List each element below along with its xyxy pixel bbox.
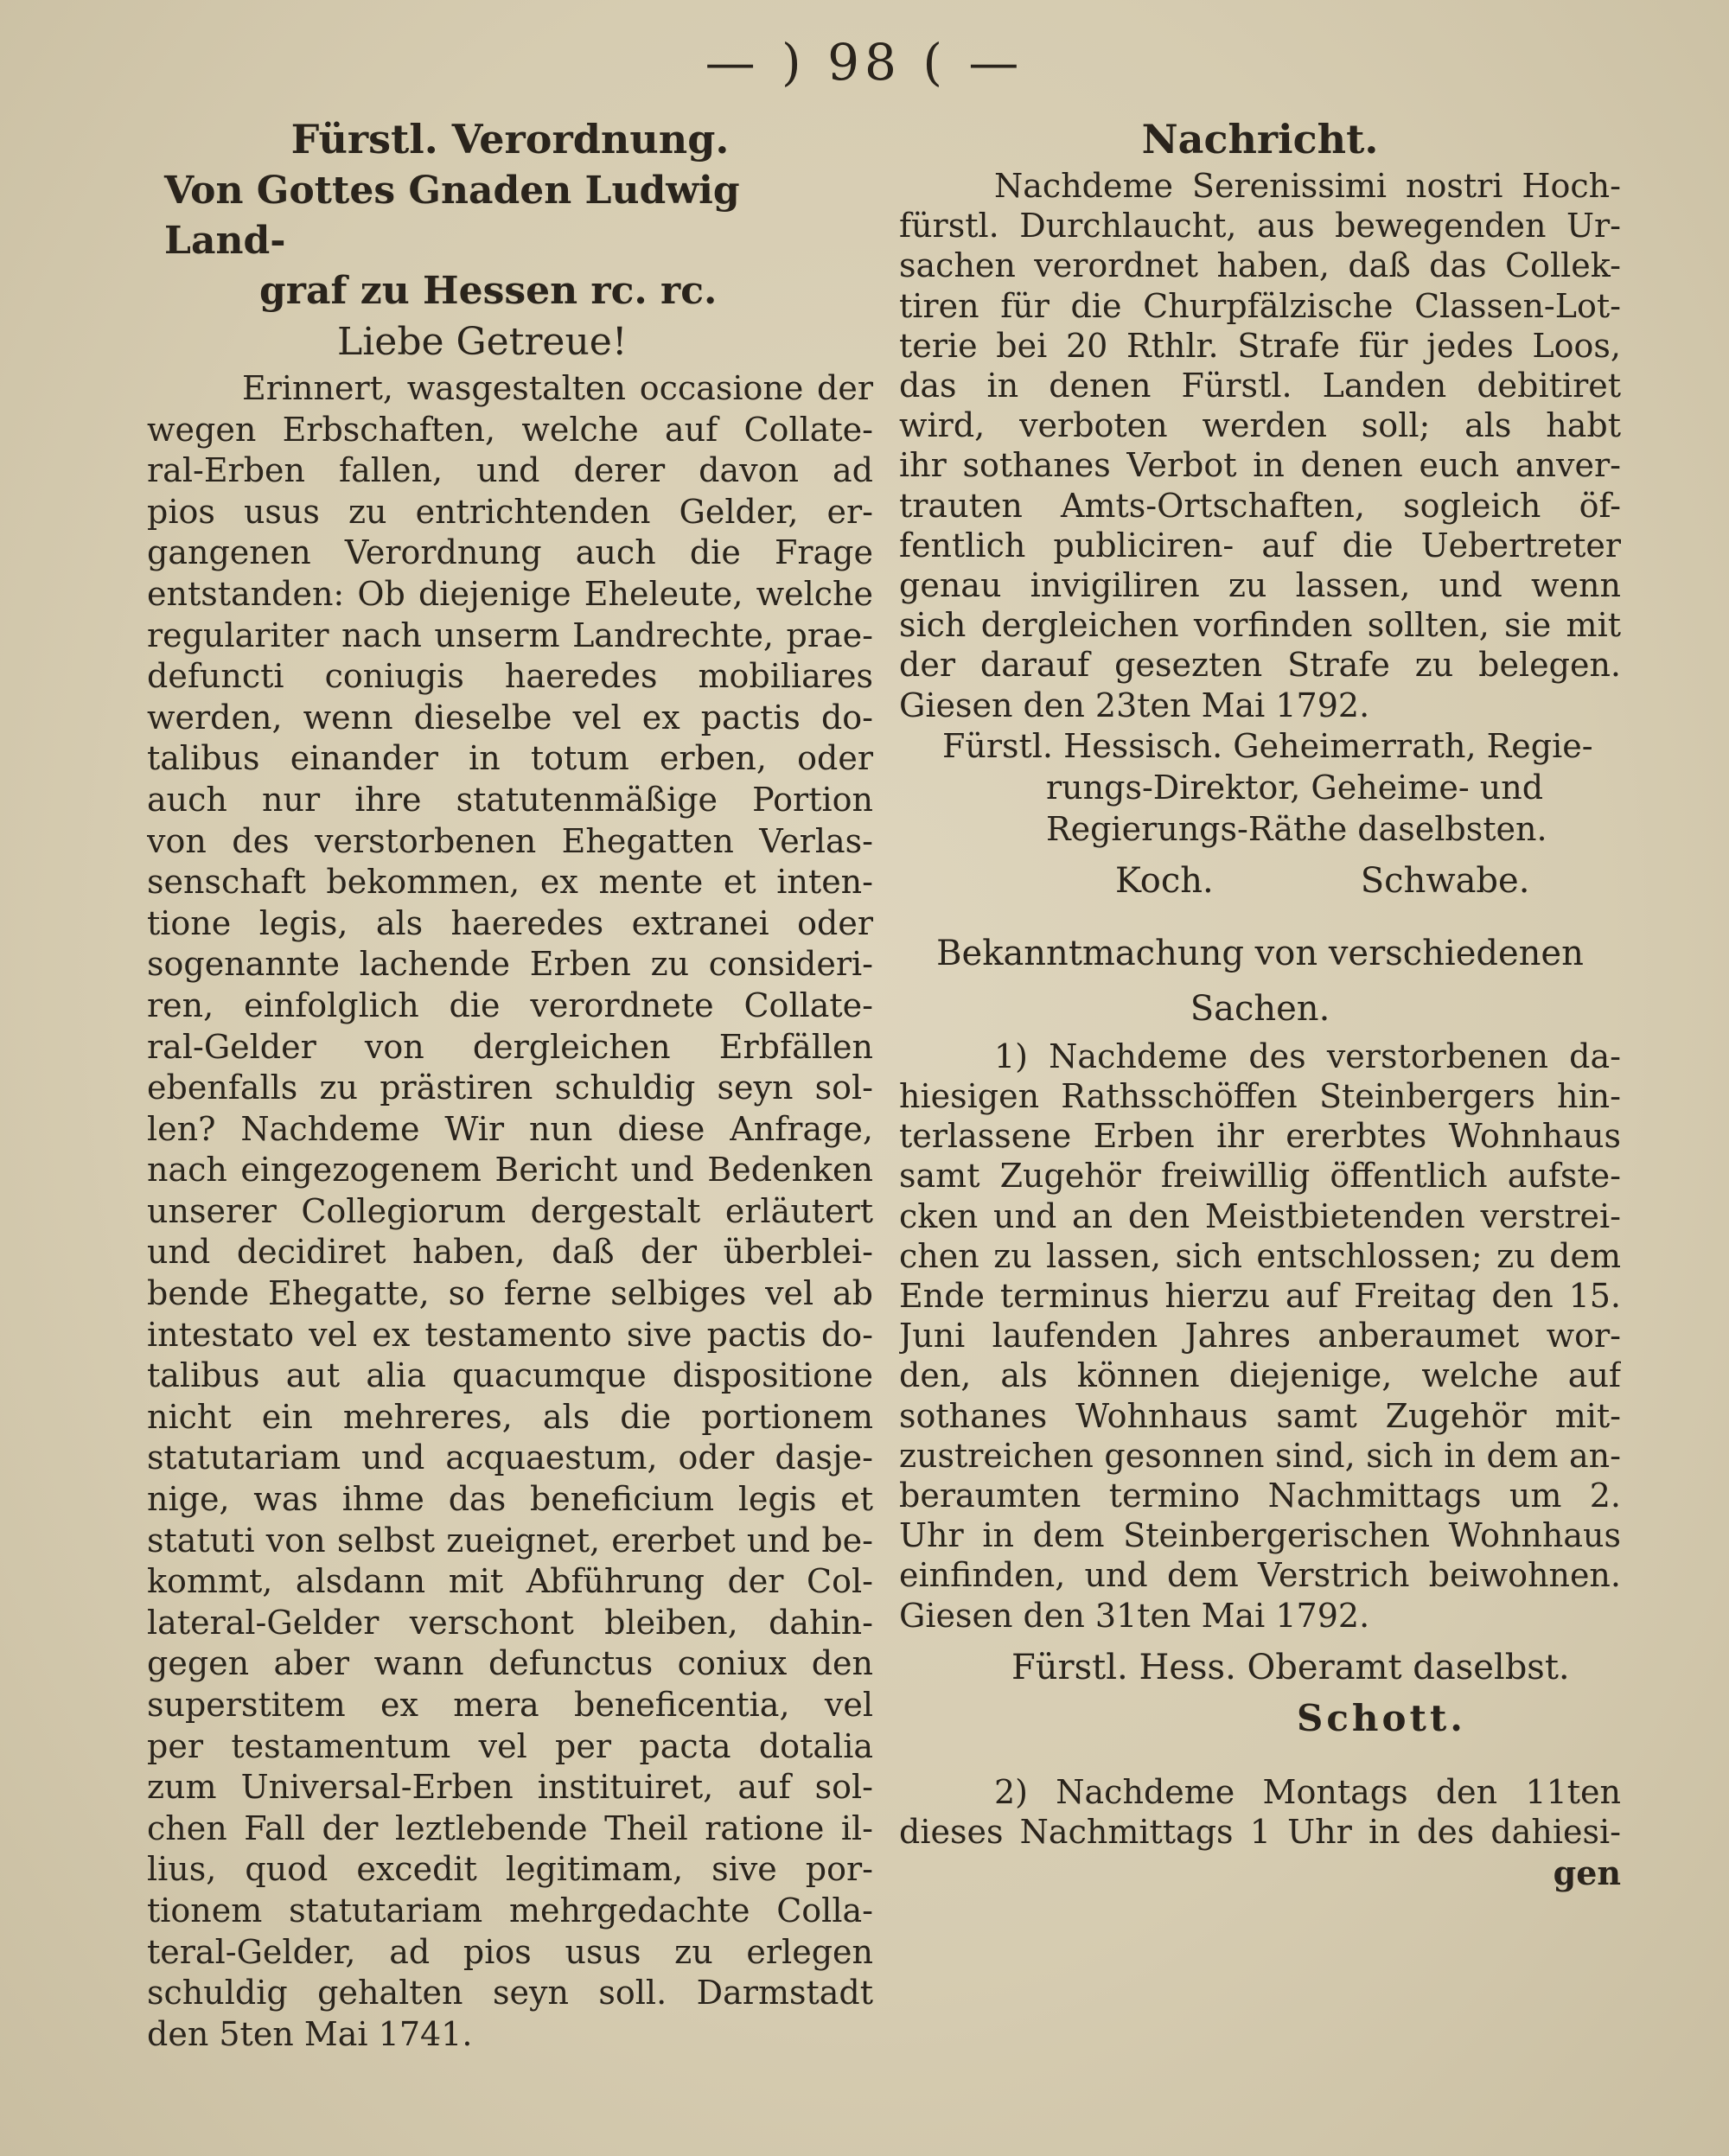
announcement-item-2 (899, 1772, 1621, 1852)
text-line: senschaft bekommen, ex mente et inten- (147, 863, 873, 902)
text-line: gegen aber wann defunctus coniux den (147, 1644, 873, 1683)
text-line: talibus einander in totum erben, oder (147, 739, 873, 778)
text-line: statuti von selbst zueignet, ererbet und be- (147, 1521, 873, 1560)
text-line: ebenfalls zu prästiren schuldig seyn sol- (147, 1068, 873, 1107)
text-line: ral-Gelder von dergleichen Erbfällen (147, 1027, 873, 1066)
text-line: zustreichen gesonnen sind, sich in dem an- (899, 1436, 1621, 1475)
text-line: fürstl. Durchlaucht, aus bewegenden Ur- (899, 207, 1621, 246)
text-line: von des verstorbenen Ehegatten Verlas- (147, 821, 873, 860)
office-signer-name: Schott. (1297, 1696, 1466, 1739)
text-line: entstanden: Ob diejenige Eheleute, welche (147, 574, 873, 613)
decree-subtitle-line-1: Von Gottes Gnaden Ludwig Land- (164, 169, 740, 263)
text-line: ihr sothanes Verbot in denen euch anver- (899, 446, 1621, 485)
signer-name: Schwabe. (1360, 860, 1530, 901)
text-line: das in denen Fürstl. Landen debitiret (899, 367, 1621, 405)
decree-subtitle-line-2: graf zu Hessen rc. rc. (259, 269, 718, 313)
text-line: unserer Collegiorum dergestalt erläutert (147, 1191, 873, 1230)
signer-names (899, 855, 1621, 907)
text-line: intestato vel ex testamento sive pactis do- (147, 1315, 873, 1354)
text-line: werden, wenn dieselbe vel ex pactis do- (147, 698, 873, 737)
text-line: sich dergleichen vorfinden sollten, sie mit (899, 606, 1621, 645)
text-line: defuncti coniugis haeredes mobiliares (147, 657, 873, 696)
text-line: schuldig gehalten seyn soll. Darmstadt (147, 1974, 873, 2012)
decree-title: Fürstl. Verordnung. (290, 116, 730, 163)
text-line: pios usus zu entrichtenden Gelder, er- (147, 492, 873, 531)
left-column (147, 112, 873, 2055)
signer-line: Fürstl. Hessisch. Geheimerrath, Regie- (942, 726, 1593, 765)
text-line: cken und an den Meistbietenden verstrei- (899, 1196, 1621, 1235)
text-line: trauten Amts-Ortschaften, sogleich öf- (899, 486, 1621, 525)
signer-name: Koch. (1115, 860, 1214, 901)
text-line: tionem statutariam mehrgedachte Colla- (147, 1891, 873, 1930)
text-line: ral-Erben fallen, und derer davon ad (147, 451, 873, 490)
text-line: nicht ein mehreres, als die portionem (147, 1397, 873, 1436)
text-line: nach eingezogenem Bericht und Bedenken (147, 1151, 873, 1190)
text-line: terie bei 20 Rthlr. Strafe für jedes Loos, (899, 326, 1621, 365)
text-line: lius, quod excedit legitimam, sive por- (147, 1850, 873, 1889)
text-line: teral-Gelder, ad pios usus zu erlegen (147, 1932, 873, 1971)
text-line: terlassene Erben ihr ererbtes Wohnhaus (899, 1117, 1621, 1156)
text-line: tione legis, als haeredes extranei oder (147, 903, 873, 942)
text-line: der darauf gesezten Strafe zu belegen. (899, 646, 1621, 685)
text-line: Erinnert, wasgestalten occasione der (242, 369, 873, 407)
text-line: statutariam und acquaestum, oder dasje- (147, 1438, 873, 1477)
section-title-line: Bekanntmachung von verschiedenen (936, 933, 1584, 973)
text-line: zum Universal-Erben instituiret, auf sol- (147, 1768, 873, 1807)
text-line: dieses Nachmittags 1 Uhr in des dahiesi- (899, 1813, 1621, 1852)
text-line: tiren für die Churpfälzische Classen-Lot- (899, 286, 1621, 325)
text-line: superstitem ex mera beneficentia, vel (147, 1686, 873, 1724)
text-line: chen zu lassen, sich entschlossen; zu dem (899, 1236, 1621, 1275)
text-line: Nachdeme Serenissimi nostri Hoch- (994, 167, 1621, 205)
announcement-item-1 (899, 1037, 1621, 1636)
text-line: den, als können diejenige, welche auf (899, 1356, 1621, 1395)
notice-title: Nachricht. (1141, 116, 1379, 163)
text-line: sogenannte lachende Erben zu consideri- (147, 945, 873, 984)
text-line: regulariter nach unserm Landrechte, prae- (147, 616, 873, 654)
text-line: wird, verboten werden soll; als habt (899, 406, 1621, 445)
decree-body (147, 368, 873, 2055)
text-line: Uhr in dem Steinbergerischen Wohnhaus (899, 1516, 1621, 1555)
text-line: chen Fall der leztlebende Theil ratione il- (147, 1808, 873, 1847)
text-line: auch nur ihre statutenmäßige Portion (147, 780, 873, 819)
text-line: beraumten termino Nachmittags um 2. (899, 1477, 1621, 1515)
text-line: genau invigiliren zu lassen, und wenn (899, 566, 1621, 605)
text-line: nige, was ihme das beneficium legis et (147, 1480, 873, 1519)
text-line: gangenen Verordnung auch die Frage (147, 533, 873, 572)
text-line: einfinden, und dem Verstrich beiwohnen. (899, 1556, 1621, 1595)
text-line: len? Nachdeme Wir nun diese Anfrage, (147, 1109, 873, 1148)
text-line: Juni laufenden Jahres anberaumet wor- (899, 1317, 1621, 1355)
decree-salutation: Liebe Getreue! (337, 320, 628, 364)
text-line: per testamentum vel per pacta dotalia (147, 1726, 873, 1765)
office-signature: Fürstl. Hess. Oberamt daselbst. (1011, 1647, 1570, 1687)
text-line: und decidiret haben, daß der überblei- (147, 1233, 873, 1272)
text-line: bende Ehegatte, so ferne selbiges vel ab (147, 1274, 873, 1313)
text-line: Ende terminus hierzu auf Freitag den 15. (899, 1277, 1621, 1316)
text-line: hiesigen Rathsschöffen Steinbergers hin- (899, 1077, 1621, 1116)
text-line: Giesen den 31ten Mai 1792. (899, 1596, 1370, 1635)
notice-signers (899, 725, 1621, 850)
text-line: den 5ten Mai 1741. (147, 2014, 473, 2053)
catchword: gen (1553, 1853, 1621, 1893)
text-line: sothanes Wohnhaus samt Zugehör mit- (899, 1396, 1621, 1435)
text-line: talibus aut alia quacumque dispositione (147, 1356, 873, 1395)
notice-body (899, 166, 1621, 725)
text-line: ren, einfolglich die verordnete Collate- (147, 986, 873, 1024)
section-title (899, 926, 1621, 1037)
text-line: wegen Erbschaften, welche auf Collate- (147, 410, 873, 449)
signer-line: Regierungs-Räthe daselbsten. (1046, 809, 1547, 848)
text-line: kommt, alsdann mit Abführung der Col- (147, 1562, 873, 1601)
text-line: Giesen den 23ten Mai 1792. (899, 686, 1370, 724)
text-line: 1) Nachdeme des verstorbenen da- (994, 1037, 1621, 1075)
text-line: fentlich publiciren- auf die Uebertreter (899, 526, 1621, 565)
section-title-line: Sachen. (1190, 988, 1330, 1029)
text-line: samt Zugehör freiwillig öffentlich aufste- (899, 1157, 1621, 1196)
text-line: 2) Nachdeme Montags den 11ten (994, 1772, 1621, 1811)
text-line: sachen verordnet haben, daß das Collek- (899, 246, 1621, 285)
text-line: lateral-Gelder verschont bleiben, dahin- (147, 1603, 873, 1642)
right-column (899, 112, 1621, 1895)
signer-line: rungs-Direktor, Geheime- und (1046, 768, 1544, 807)
page-number-header: — ) 98 ( — (705, 33, 1024, 92)
